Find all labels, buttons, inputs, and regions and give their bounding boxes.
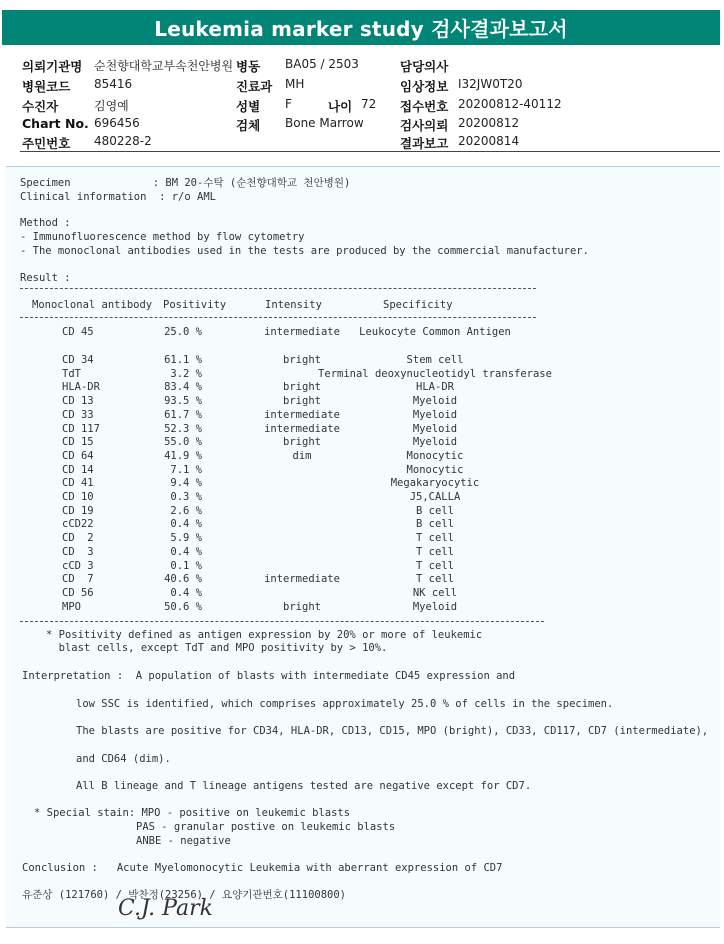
special-stain-line-3: ANBE - negative — [136, 835, 231, 847]
specificity-cell: B cell — [416, 504, 454, 517]
positivity-cell: 61.1 % — [164, 354, 202, 366]
intensity-cell: intermediate — [264, 408, 340, 421]
method-title: Method : — [20, 217, 71, 229]
positivity-cell: 0.3 % — [170, 491, 202, 503]
patient-label: 수진자 — [22, 99, 59, 114]
chart-no-label: Chart No. — [22, 116, 89, 131]
antibody-cell: CD 19 — [62, 504, 94, 517]
positivity-cell: 25.0 % — [164, 326, 202, 338]
positivity-cell: 2.6 % — [170, 504, 202, 517]
table-header-rule — [20, 317, 536, 318]
antibody-cell: CD 56 — [62, 586, 94, 599]
accession-value: 20200812-40112 — [458, 97, 562, 111]
positivity-cell: 52.3 % — [164, 422, 202, 435]
sex-value: F — [285, 97, 292, 111]
specificity-cell: T cell — [416, 559, 454, 572]
specificity-cell: Myeloid — [412, 408, 458, 421]
ward-value: BA05 / 2503 — [285, 57, 359, 71]
positivity-cell: 61.7 % — [164, 408, 202, 421]
special-stain-line-1: * Special stain: MPO - positive on leukemic blasts — [34, 807, 351, 819]
interpretation-line-1: Interpretation : A population of blasts with intermediate CD45 expression and — [22, 670, 516, 682]
antibody-cell: CD 2 — [62, 532, 94, 545]
antibody-cell: CD 34 — [62, 354, 94, 366]
accession-label: 접수번호 — [400, 99, 449, 114]
positivity-cell: 0.1 % — [170, 559, 202, 572]
result-title: Result : — [20, 272, 71, 284]
positivity-cell: 0.4 % — [170, 545, 202, 558]
antibody-cell: TdT — [62, 367, 81, 380]
report-date-value: 20200814 — [458, 134, 520, 148]
positivity-cell: 9.4 % — [170, 477, 202, 490]
specificity-cell: HLA-DR — [416, 381, 454, 394]
col-header-intensity: Intensity — [265, 299, 322, 311]
antibody-cell: CD 64 — [62, 449, 94, 462]
report-title: Leukemia marker study 검사결과보고서 — [2, 10, 720, 45]
table-top-rule — [20, 288, 536, 289]
interpretation-line-2: low SSC is identified, which comprises approximately 25.0 % of cells in the specimen. — [76, 698, 614, 710]
specificity-cell: Stem cell — [406, 354, 464, 366]
request-date-value: 20200812 — [458, 116, 520, 130]
antibody-cell: CD 45 — [62, 326, 94, 338]
specificity-cell: J5,CALLA — [409, 491, 461, 503]
report-date-label: 결과보고 — [400, 136, 449, 151]
specificity-cell: Leukocyte Common Antigen — [359, 326, 511, 338]
hospital-code-value: 85416 — [94, 77, 133, 91]
resident-no-value: 480228-2 — [94, 134, 152, 148]
interpretation-line-3: The blasts are positive for CD34, HLA-DR, CD13, CD15, MPO (bright), CD33, CD117, CD7 (intermediate), — [76, 725, 709, 737]
intensity-cell: bright — [283, 354, 321, 366]
intensity-cell: dim — [292, 449, 312, 462]
intensity-cell: intermediate — [264, 422, 340, 435]
positivity-cell: 0.4 % — [170, 518, 202, 531]
hospital-code-label: 병원코드 — [22, 79, 71, 94]
hospital-label: 의뢰기관명 — [22, 59, 83, 74]
specificity-cell: Megakaryocytic — [390, 477, 480, 490]
antibody-cell: CD 7 — [62, 573, 94, 586]
department-value: MH — [285, 77, 305, 91]
positivity-cell: 55.0 % — [164, 436, 202, 449]
signers-line: 유준상 (121760) / 박찬정(23256) / 요양기관번호(11100800) — [22, 889, 347, 901]
col-header-positivity: Positivity — [163, 299, 227, 311]
antibody-cell: CD 10 — [62, 491, 94, 503]
method-line-2: - The monoclonal antibodies used in the tests are produced by the commercial manufacturer. — [20, 245, 589, 257]
specificity-cell: Monocytic — [406, 463, 464, 476]
ward-label: 병동 — [236, 59, 261, 74]
specificity-cell: Myeloid — [412, 436, 458, 449]
intensity-cell: bright — [283, 600, 321, 613]
table-bottom-rule — [20, 621, 544, 622]
age-value: 72 — [361, 97, 377, 111]
doctor-label: 담당의사 — [400, 59, 449, 74]
positivity-cell: 40.6 % — [164, 573, 202, 586]
intensity-cell: bright — [283, 436, 321, 449]
positivity-note-1: * Positivity defined as antigen expression by 20% or more of leukemic — [46, 629, 483, 641]
intensity-cell: bright — [283, 395, 321, 408]
age-label: 나이 — [328, 99, 353, 114]
positivity-cell: 41.9 % — [164, 449, 202, 462]
signature: C.J. Park — [118, 896, 213, 921]
clinical-info-value: I32JW0T20 — [458, 77, 523, 91]
sex-label: 성별 — [236, 99, 261, 114]
antibody-cell: CD 15 — [62, 436, 94, 449]
positivity-cell: 50.6 % — [164, 600, 202, 613]
antibody-cell: HLA-DR — [62, 381, 100, 394]
positivity-cell: 0.4 % — [170, 586, 202, 599]
specimen-type-value: Bone Marrow — [285, 116, 364, 130]
antibody-cell: CD 33 — [62, 408, 94, 421]
specificity-cell: Myeloid — [412, 600, 458, 613]
department-label: 진료과 — [236, 79, 273, 94]
chart-no-value: 696456 — [94, 116, 140, 130]
clinical-info-label: 임상정보 — [400, 79, 449, 94]
specificity-cell: Terminal deoxynucleotidyl transferase — [318, 367, 552, 380]
patient-value: 김영예 — [94, 99, 129, 113]
method-line-1: - Immunofluorescence method by flow cytometry — [20, 231, 305, 243]
intensity-cell: intermediate — [264, 573, 340, 586]
request-date-label: 검사의뢰 — [400, 118, 449, 133]
col-header-specificity: Specificity — [383, 299, 453, 311]
specificity-cell: Myeloid — [412, 422, 458, 435]
special-stain-line-2: PAS - granular postive on leukemic blasts — [136, 821, 396, 833]
specificity-cell: T cell — [416, 532, 454, 545]
specificity-cell: T cell — [416, 545, 454, 558]
interpretation-line-4: and CD64 (dim). — [76, 753, 171, 765]
antibody-cell: CD 13 — [62, 395, 94, 408]
hospital-value: 순천향대학교부속천안병원 — [94, 59, 234, 73]
positivity-cell: 3.2 % — [170, 367, 202, 380]
specificity-cell: B cell — [416, 518, 454, 531]
antibody-cell: cCD22 — [62, 518, 94, 531]
antibody-cell: CD 14 — [62, 463, 94, 476]
antibody-cell: CD 117 — [62, 422, 100, 435]
interpretation-line-5: All B lineage and T lineage antigens tested are negative except for CD7. — [76, 780, 532, 792]
positivity-cell: 7.1 % — [170, 463, 202, 476]
intensity-cell: bright — [283, 381, 321, 394]
conclusion-line: Conclusion : Acute Myelomonocytic Leukemia with aberrant expression of CD7 — [22, 862, 503, 874]
col-header-antibody: Monoclonal antibody — [32, 299, 153, 311]
positivity-cell: 93.5 % — [164, 395, 202, 408]
resident-no-label: 주민번호 — [22, 136, 71, 151]
positivity-cell: 83.4 % — [164, 381, 202, 394]
specimen-type-label: 검체 — [236, 118, 261, 133]
antibody-cell: CD 41 — [62, 477, 94, 490]
positivity-note-2: blast cells, except TdT and MPO positivity by > 10%. — [46, 642, 388, 654]
specificity-cell: NK cell — [412, 586, 458, 599]
positivity-cell: 5.9 % — [170, 532, 202, 545]
antibody-cell: CD 3 — [62, 545, 94, 558]
intensity-cell: intermediate — [264, 326, 340, 338]
specimen-line: Specimen : BM 20-수탁 (순천향대학교 천안병원) — [20, 177, 351, 189]
report-header — [0, 52, 724, 156]
antibody-cell: cCD 3 — [62, 559, 94, 572]
clinical-info-line: Clinical information : r/o AML — [20, 191, 216, 203]
specificity-cell: T cell — [416, 573, 454, 586]
antibody-cell: MPO — [62, 600, 81, 613]
specificity-cell: Monocytic — [406, 449, 464, 462]
header-divider — [20, 151, 720, 152]
specificity-cell: Myeloid — [412, 395, 458, 408]
